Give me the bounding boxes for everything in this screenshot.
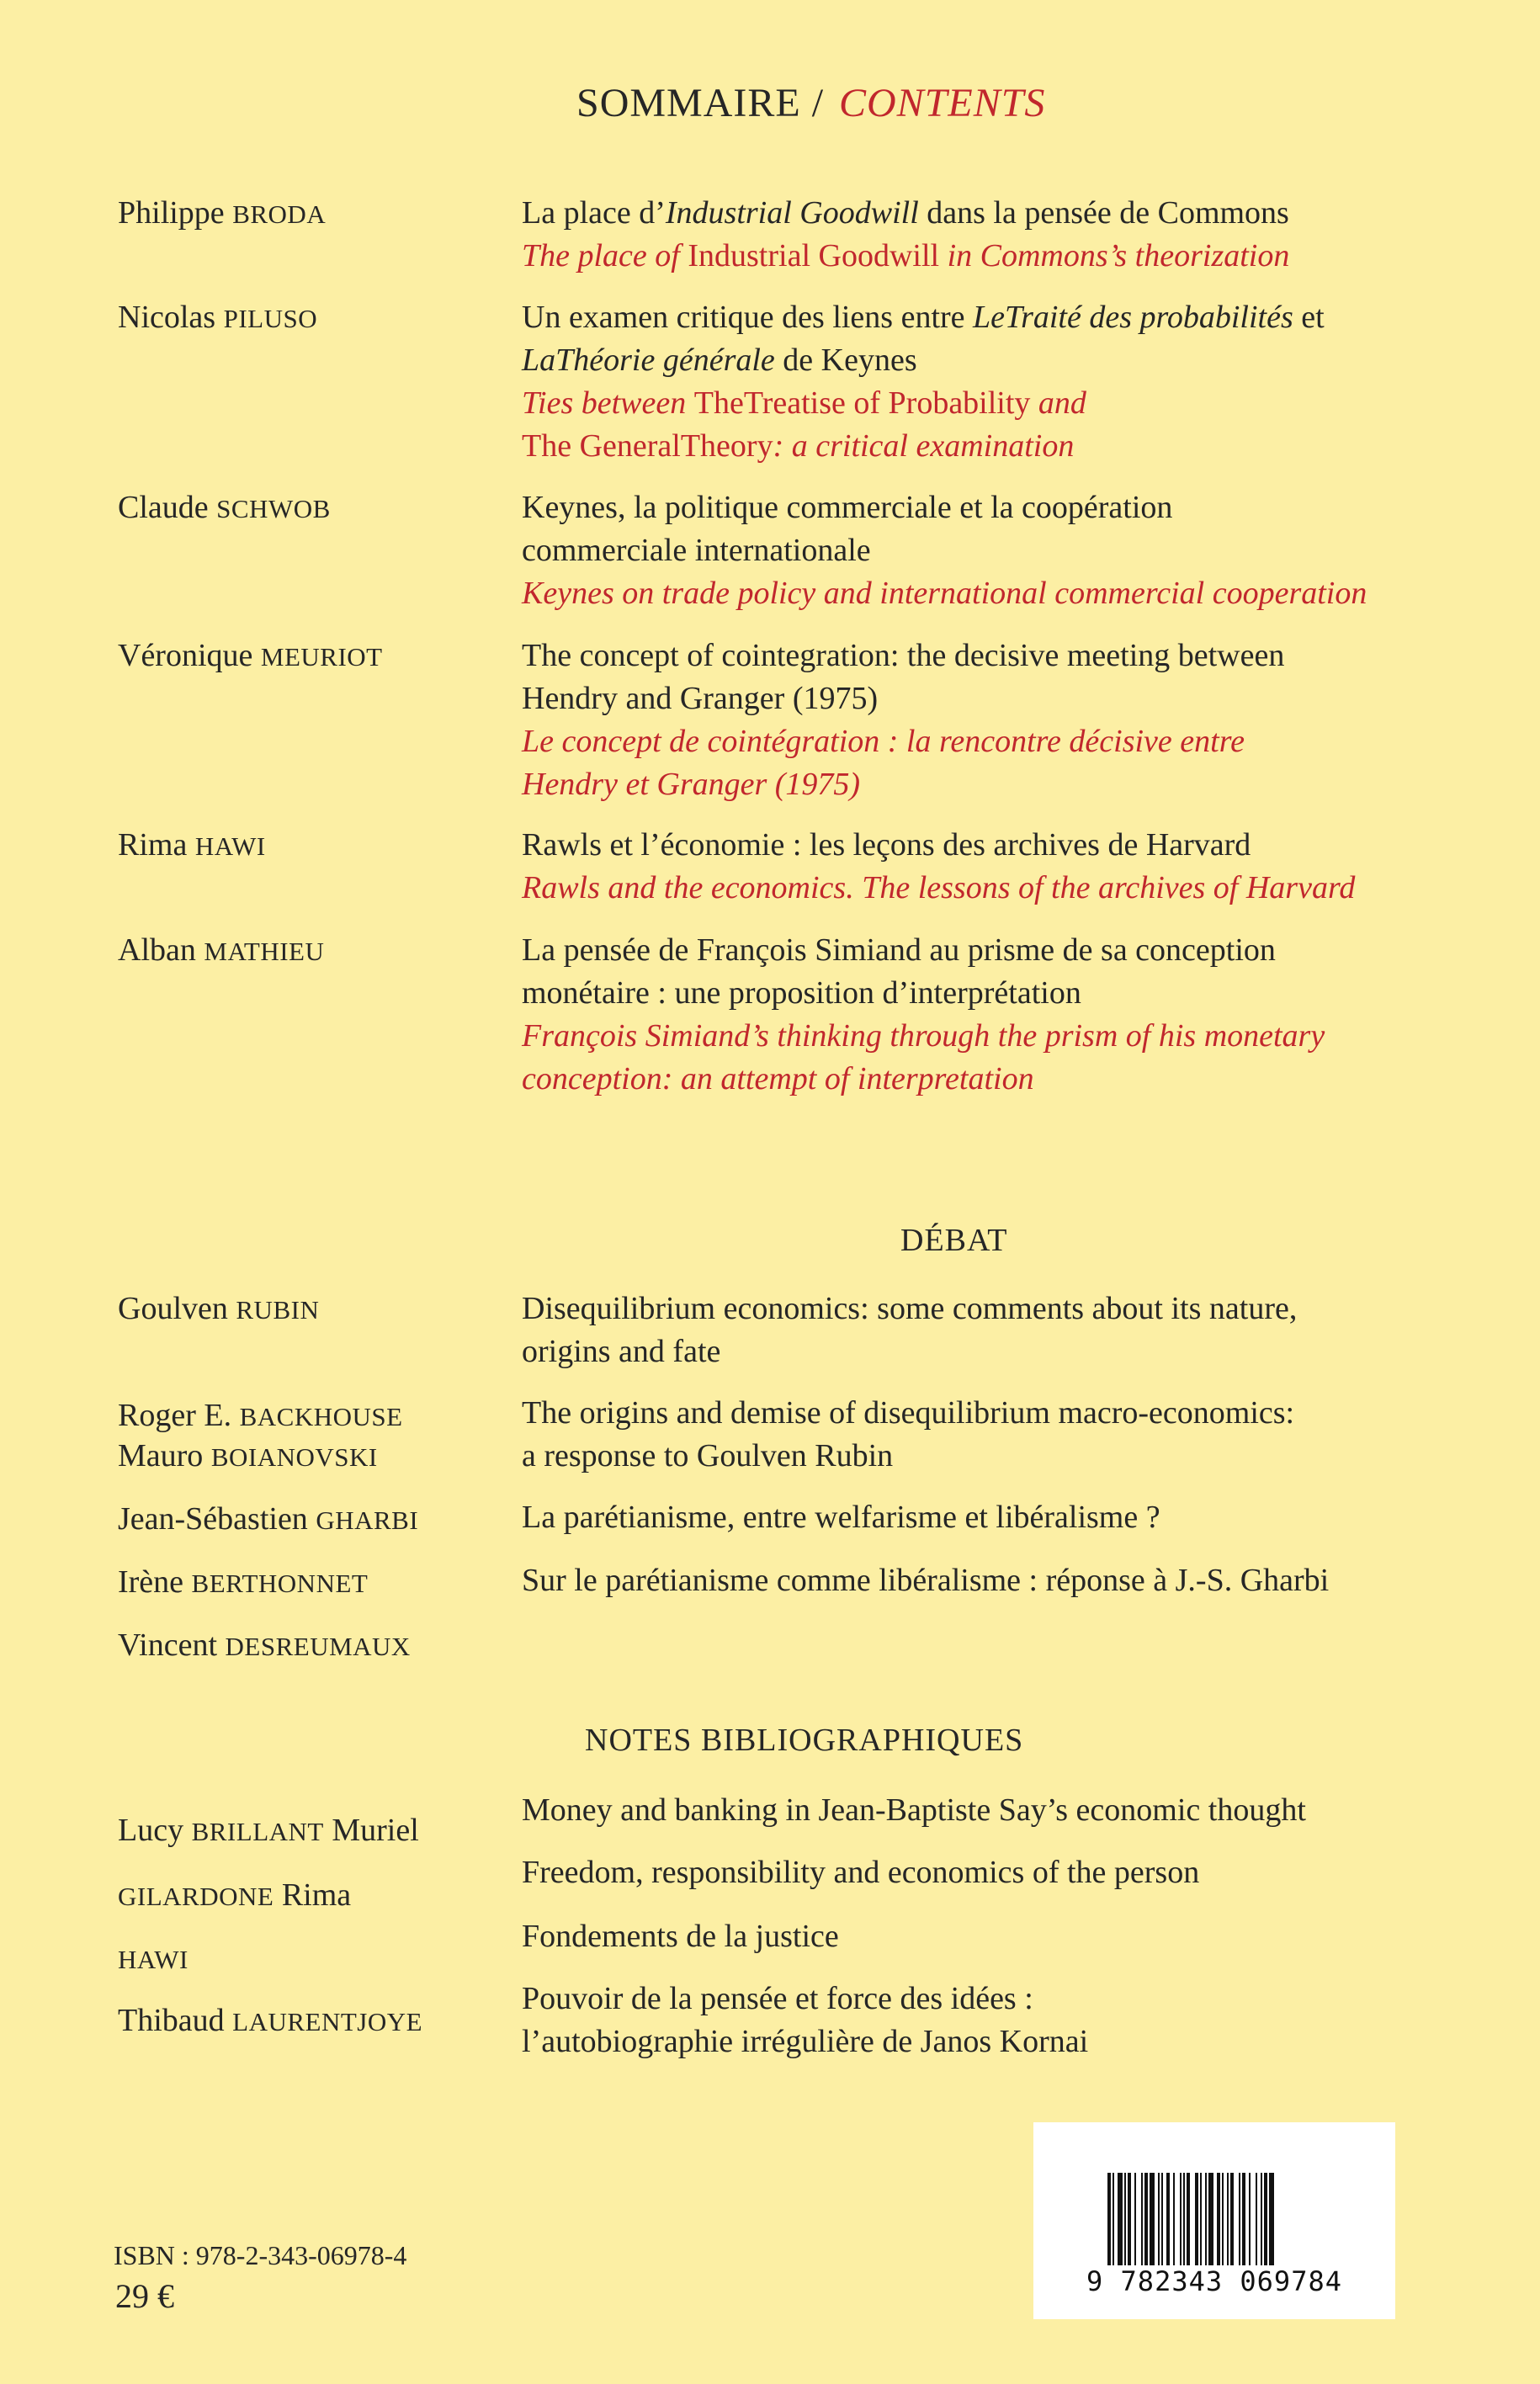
title-en: Rawls and the economics. The lessons of the archives of Harvard xyxy=(522,870,1356,905)
heading-en: CONTENTS xyxy=(839,81,1046,125)
author-first-name: Nicolas xyxy=(118,300,224,335)
title-fr-cont: monétaire : une proposition d’interprétation xyxy=(522,975,1081,1011)
barcode-bar xyxy=(1239,2173,1240,2265)
barcode-bar xyxy=(1195,2173,1198,2265)
author-first-name: Alban xyxy=(118,932,204,968)
author-last-name: HAWI xyxy=(194,831,266,861)
isbn: ISBN : 978-2-343-06978-4 xyxy=(114,2240,407,2270)
article-author xyxy=(118,929,324,973)
title-fr: Rawls et l’économie : les leçons des archives de Harvard xyxy=(522,827,1251,863)
notes-author: HAWI xyxy=(118,1945,189,1974)
author-first-name: Rima xyxy=(118,827,195,863)
barcode-bar xyxy=(1200,2173,1202,2265)
barcode-bar xyxy=(1144,2173,1148,2265)
barcode-bar xyxy=(1256,2173,1257,2265)
article-title xyxy=(522,824,1355,910)
notes-title: Money and banking in Jean-Baptiste Say’s economic thought xyxy=(522,1792,1306,1828)
barcode-bar xyxy=(1183,2173,1185,2265)
title-fr: La pensée de François Simiand au prisme de sa conception xyxy=(522,932,1276,968)
notes-title: Freedom, responsibility and economics of the person xyxy=(522,1855,1200,1890)
barcode-bar xyxy=(1249,2173,1251,2265)
article-title xyxy=(522,634,1284,806)
barcode-bar xyxy=(1217,2173,1220,2265)
debat-author: Irène BERTHONNET xyxy=(118,1564,369,1600)
barcode-bar xyxy=(1134,2173,1136,2265)
barcode-bar xyxy=(1124,2173,1126,2265)
barcode-bar xyxy=(1113,2173,1114,2265)
notes-title: Fondements de la justice xyxy=(522,1919,839,1954)
title-en: Le concept de cointégration : la rencontre décisive entre xyxy=(522,724,1245,759)
title-en: François Simiand’s thinking through the prism of his monetary xyxy=(522,1018,1325,1054)
title-en: The place of Industrial Goodwill in Commons’s theorization xyxy=(522,238,1290,273)
barcode-bar xyxy=(1208,2173,1213,2265)
title-fr-cont: Hendry and Granger (1975) xyxy=(522,681,879,716)
debat-author: Goulven RUBIN xyxy=(118,1291,320,1326)
author-first-name: Véronique xyxy=(118,638,261,673)
title-fr-cont: LaThéorie générale de Keynes xyxy=(522,342,917,378)
author-last-name: SCHWOB xyxy=(216,494,331,523)
article-author xyxy=(118,634,383,678)
debat-title: Disequilibrium economics: some comments about its nature, origins and fate xyxy=(522,1291,1298,1369)
barcode-bar xyxy=(1261,2173,1262,2265)
article-title xyxy=(522,929,1325,1101)
title-en: Ties between TheTreatise of Probability and xyxy=(522,385,1086,421)
price: 29 € xyxy=(115,2277,174,2315)
debat-title: La parétianisme, entre welfarisme et libéralisme ? xyxy=(522,1500,1160,1535)
article-author xyxy=(118,486,331,530)
notes-heading: NOTES BIBLIOGRAPHIQUES xyxy=(585,1723,1024,1758)
barcode-bar xyxy=(1222,2173,1224,2265)
debat-heading: DÉBAT xyxy=(900,1223,1008,1258)
author-first-name: Philippe xyxy=(118,195,233,231)
heading-fr: SOMMAIRE / xyxy=(576,81,825,125)
barcode-bar xyxy=(1205,2173,1207,2265)
barcode-bar xyxy=(1264,2173,1267,2265)
barcode-bar xyxy=(1269,2173,1274,2265)
author-last-name: MEURIOT xyxy=(260,642,383,672)
author-first-name: Claude xyxy=(118,490,217,525)
debat-author: Vincent DESREUMAUX xyxy=(118,1627,411,1663)
barcode-bars xyxy=(1107,2173,1326,2265)
title-fr: Keynes, la politique commerciale et la coopération xyxy=(522,490,1173,525)
barcode-bar xyxy=(1230,2173,1234,2265)
debat-author: Jean-Sébastien GHARBI xyxy=(118,1501,419,1537)
barcode-bar xyxy=(1173,2173,1175,2265)
barcode-bar xyxy=(1107,2173,1111,2265)
notes-author: Lucy BRILLANT Muriel xyxy=(118,1813,419,1848)
debat-author: Roger E. BACKHOUSE xyxy=(118,1398,403,1433)
title-en-cont: The GeneralTheory: a critical examination xyxy=(522,428,1075,464)
title-en-cont: conception: an attempt of interpretation xyxy=(522,1061,1034,1096)
notes-title: Pouvoir de la pensée et force des idées : l’autobiographie irrégulière de Janos Kornai xyxy=(522,1981,1089,2059)
title-fr: Un examen critique des liens entre LeTraité des probabilités et xyxy=(522,300,1325,335)
notes-author: GILARDONE Rima xyxy=(118,1877,352,1913)
barcode-bar xyxy=(1161,2173,1163,2265)
barcode-digits: 9 782343 069784 xyxy=(1086,2265,1342,2297)
barcode-bar xyxy=(1118,2173,1123,2265)
article-title xyxy=(522,486,1367,615)
author-last-name: MATHIEU xyxy=(204,937,325,966)
author-last-name: BRODA xyxy=(232,199,327,229)
article-title xyxy=(522,192,1289,278)
title-fr: The concept of cointegration: the decisive meeting between xyxy=(522,638,1285,673)
title-fr-cont: commerciale internationale xyxy=(522,533,871,568)
barcode-bar xyxy=(1150,2173,1155,2265)
barcode-bar xyxy=(1166,2173,1170,2265)
notes-author: Thibaud LAURENTJOYE xyxy=(118,2003,423,2038)
debat-title: Sur le parétianisme comme libéralisme : réponse à J.-S. Gharbi xyxy=(522,1563,1330,1598)
article-author xyxy=(118,192,326,236)
article-title xyxy=(522,296,1325,468)
author-last-name: PILUSO xyxy=(223,304,318,333)
barcode-bar xyxy=(1227,2173,1229,2265)
barcode-bar xyxy=(1128,2173,1131,2265)
title-fr: La place d’Industrial Goodwill dans la pensée de Commons xyxy=(522,195,1289,231)
barcode-bar xyxy=(1242,2173,1245,2265)
barcode xyxy=(1033,2122,1395,2319)
debat-author: Mauro BOIANOVSKI xyxy=(118,1438,378,1473)
barcode-bar xyxy=(1180,2173,1182,2265)
article-author xyxy=(118,824,266,868)
barcode-bar xyxy=(1158,2173,1160,2265)
title-en-cont: Hendry et Granger (1975) xyxy=(522,767,861,802)
barcode-bar xyxy=(1141,2173,1143,2265)
barcode-bar xyxy=(1187,2173,1190,2265)
debat-title: The origins and demise of disequilibrium macro-economics: a response to Goulven Rubin xyxy=(522,1395,1295,1473)
article-author xyxy=(118,296,317,340)
title-en: Keynes on trade policy and international commercial cooperation xyxy=(522,576,1367,611)
